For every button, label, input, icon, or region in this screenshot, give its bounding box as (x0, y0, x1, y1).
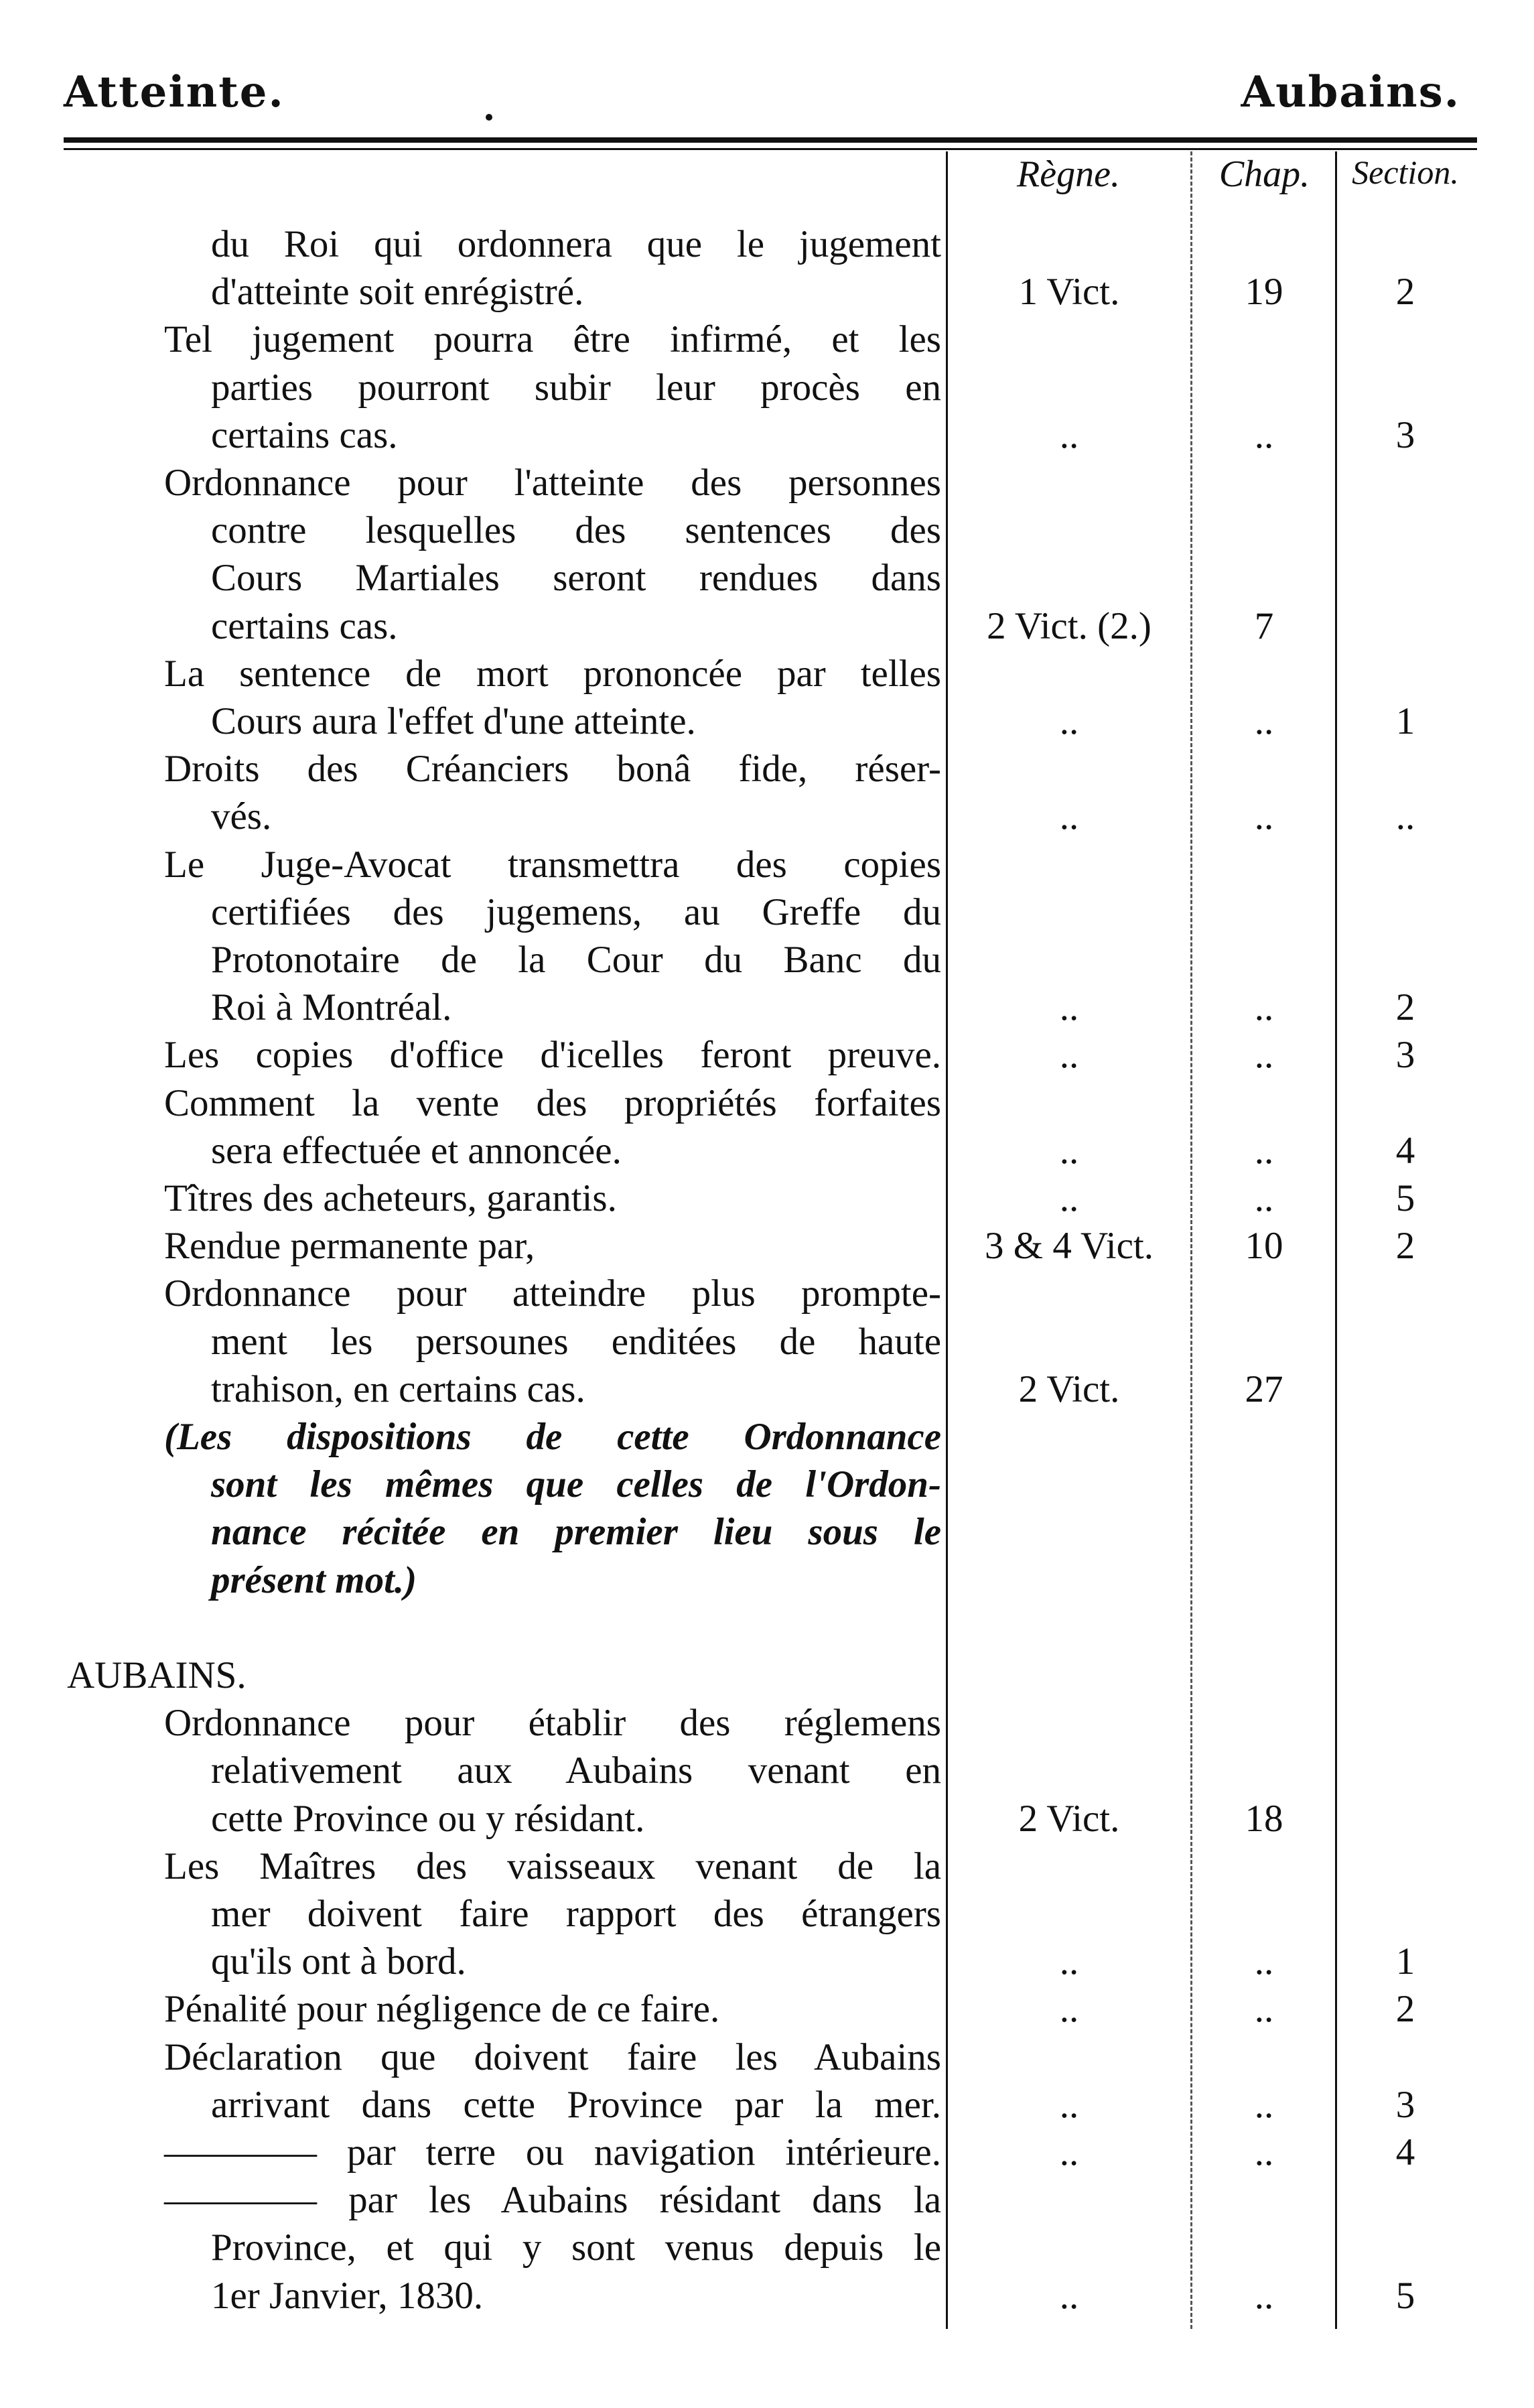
entry-line: Protonotaire de la Cour du Banc du (211, 939, 941, 981)
ref-chap: .. (1254, 795, 1274, 838)
column-divider-section (1335, 151, 1337, 2329)
ref-chap: 19 (1245, 271, 1283, 314)
entry-line: certains cas. (211, 413, 398, 456)
entry-line: Rendue permanente par, (164, 1225, 535, 1268)
entry-line: contre lesquelles des sentences des (211, 509, 941, 552)
entry-line: Ordonnance pour établir des réglemens (164, 1702, 941, 1745)
entry-line: Ordonnance pour l'atteinte des personnes (164, 462, 941, 504)
entry-line: mer doivent faire rapport des étrangers (211, 1893, 941, 1935)
entry-line: cette Province ou y résidant. (211, 1797, 645, 1840)
ref-section: 1 (1395, 700, 1415, 742)
ref-regne: .. (1059, 700, 1079, 742)
ref-regne: 1 Vict. (1018, 271, 1120, 314)
ref-chap: .. (1254, 2083, 1274, 2126)
column-divider-chap (1190, 151, 1192, 2329)
column-header-section: Section. (1352, 153, 1459, 191)
ref-regne: .. (1059, 1940, 1079, 1983)
ref-section: 2 (1395, 1225, 1415, 1268)
ref-regne: .. (1059, 795, 1079, 838)
ref-regne: .. (1059, 413, 1079, 456)
ref-chap: .. (1254, 1129, 1274, 1172)
entry-line: La sentence de mort prononcée par telles (164, 652, 941, 695)
ref-chap: .. (1254, 1940, 1274, 1983)
entry-line: Roi à Montréal. (211, 986, 452, 1029)
ref-regne: .. (1059, 1129, 1079, 1172)
entry-line: Cours Martiales seront rendues dans (211, 557, 941, 600)
ref-section: 2 (1395, 271, 1415, 314)
ref-regne: 2 Vict. (2.) (987, 604, 1152, 647)
entry-line: Comment la vente des propriétés forfaites (164, 1081, 941, 1124)
ref-regne: .. (1059, 1177, 1079, 1219)
entry-line: présent mot.) (211, 1558, 417, 1601)
ref-chap: .. (1254, 2274, 1274, 2317)
ref-section: 3 (1395, 1034, 1415, 1077)
ref-chap: .. (1254, 2131, 1274, 2173)
entry-line: Pénalité pour négligence de ce faire. (164, 1988, 720, 2031)
header-ornament-dot (486, 114, 492, 121)
ref-chap: 18 (1245, 1797, 1283, 1840)
entry-line: Tel jugement pourra être infirmé, et les (164, 318, 941, 361)
ref-regne: .. (1059, 2083, 1079, 2126)
entry-line: nance récitée en premier lieu sous le (211, 1511, 941, 1554)
entry-line: Cours aura l'effet d'une atteinte. (211, 700, 696, 742)
entry-line: sera effectuée et annoncée. (211, 1129, 622, 1172)
header-rule-thin (64, 148, 1477, 150)
entry-line: Le Juge-Avocat transmettra des copies (164, 843, 941, 886)
entry-line: sont les mêmes que celles de l'Ordon- (211, 1463, 941, 1506)
entry-line: ment les persounes enditées de haute (211, 1320, 941, 1363)
entry-line: arrivant dans cette Province par la mer. (211, 2083, 941, 2126)
ref-section: 5 (1395, 1177, 1415, 1219)
entry-line: (Les dispositions de cette Ordonnance (164, 1416, 941, 1458)
ref-chap: 10 (1245, 1225, 1283, 1268)
ref-section: 3 (1395, 413, 1415, 456)
ref-chap: .. (1254, 700, 1274, 742)
entry-line: vés. (211, 795, 272, 838)
ref-chap: .. (1254, 1034, 1274, 1077)
ref-chap: .. (1254, 1988, 1274, 2031)
ref-section: 3 (1395, 2083, 1415, 2126)
entry-line: Province, et qui y sont venus depuis le (211, 2226, 941, 2269)
entry-line: 1er Janvier, 1830. (211, 2274, 484, 2317)
entry-line: Tîtres des acheteurs, garantis. (164, 1177, 617, 1219)
ref-section: 2 (1395, 1988, 1415, 2031)
header-rule-thick (64, 137, 1477, 143)
ref-section: 5 (1395, 2274, 1415, 2317)
entry-line: ———— par terre ou navigation intérieure. (164, 2131, 941, 2173)
ref-section: 1 (1395, 1940, 1415, 1983)
ref-chap: .. (1254, 1177, 1274, 1219)
section-heading: AUBAINS. (67, 1654, 247, 1696)
ref-section: 2 (1395, 986, 1415, 1029)
ref-regne: .. (1059, 986, 1079, 1029)
entry-line: ———— par les Aubains résidant dans la (164, 2179, 941, 2222)
entry-line: relativement aux Aubains venant en (211, 1749, 941, 1792)
column-divider-regne (946, 151, 948, 2329)
running-header-left: Atteinte. (64, 67, 285, 117)
ref-chap: .. (1254, 413, 1274, 456)
ref-chap: .. (1254, 986, 1274, 1029)
entry-line: qu'ils ont à bord. (211, 1940, 466, 1983)
entry-line: Les copies d'office d'icelles feront preuve. (164, 1034, 941, 1077)
ref-section: .. (1395, 795, 1415, 838)
running-header-right: Aubains. (1241, 67, 1460, 117)
column-header-chap: Chap. (1218, 153, 1310, 195)
entry-line: Ordonnance pour atteindre plus prompte- (164, 1272, 941, 1315)
ref-regne: 3 & 4 Vict. (984, 1225, 1154, 1268)
entry-line: parties pourront subir leur procès en (211, 366, 941, 409)
column-header-regne: Règne. (1017, 153, 1120, 195)
ref-regne: .. (1059, 1988, 1079, 2031)
ref-regne: .. (1059, 2131, 1079, 2173)
ref-regne: 2 Vict. (1018, 1367, 1120, 1410)
entry-line: certifiées des jugemens, au Greffe du (211, 890, 941, 933)
ref-section: 4 (1395, 1129, 1415, 1172)
ref-chap: 27 (1245, 1367, 1283, 1410)
ref-regne: .. (1059, 1034, 1079, 1077)
ref-chap: 7 (1254, 604, 1274, 647)
ref-section: 4 (1395, 2131, 1415, 2173)
entry-line: d'atteinte soit enrégistré. (211, 271, 584, 314)
entry-line: Déclaration que doivent faire les Aubains (164, 2035, 941, 2078)
entry-line: Les Maîtres des vaisseaux venant de la (164, 1845, 941, 1887)
entry-line: certains cas. (211, 604, 398, 647)
entry-line: du Roi qui ordonnera que le jugement (211, 223, 941, 265)
ref-regne: .. (1059, 2274, 1079, 2317)
entry-line: trahison, en certains cas. (211, 1367, 585, 1410)
ref-regne: 2 Vict. (1018, 1797, 1120, 1840)
entry-line: Droits des Créanciers bonâ fide, réser- (164, 748, 941, 791)
